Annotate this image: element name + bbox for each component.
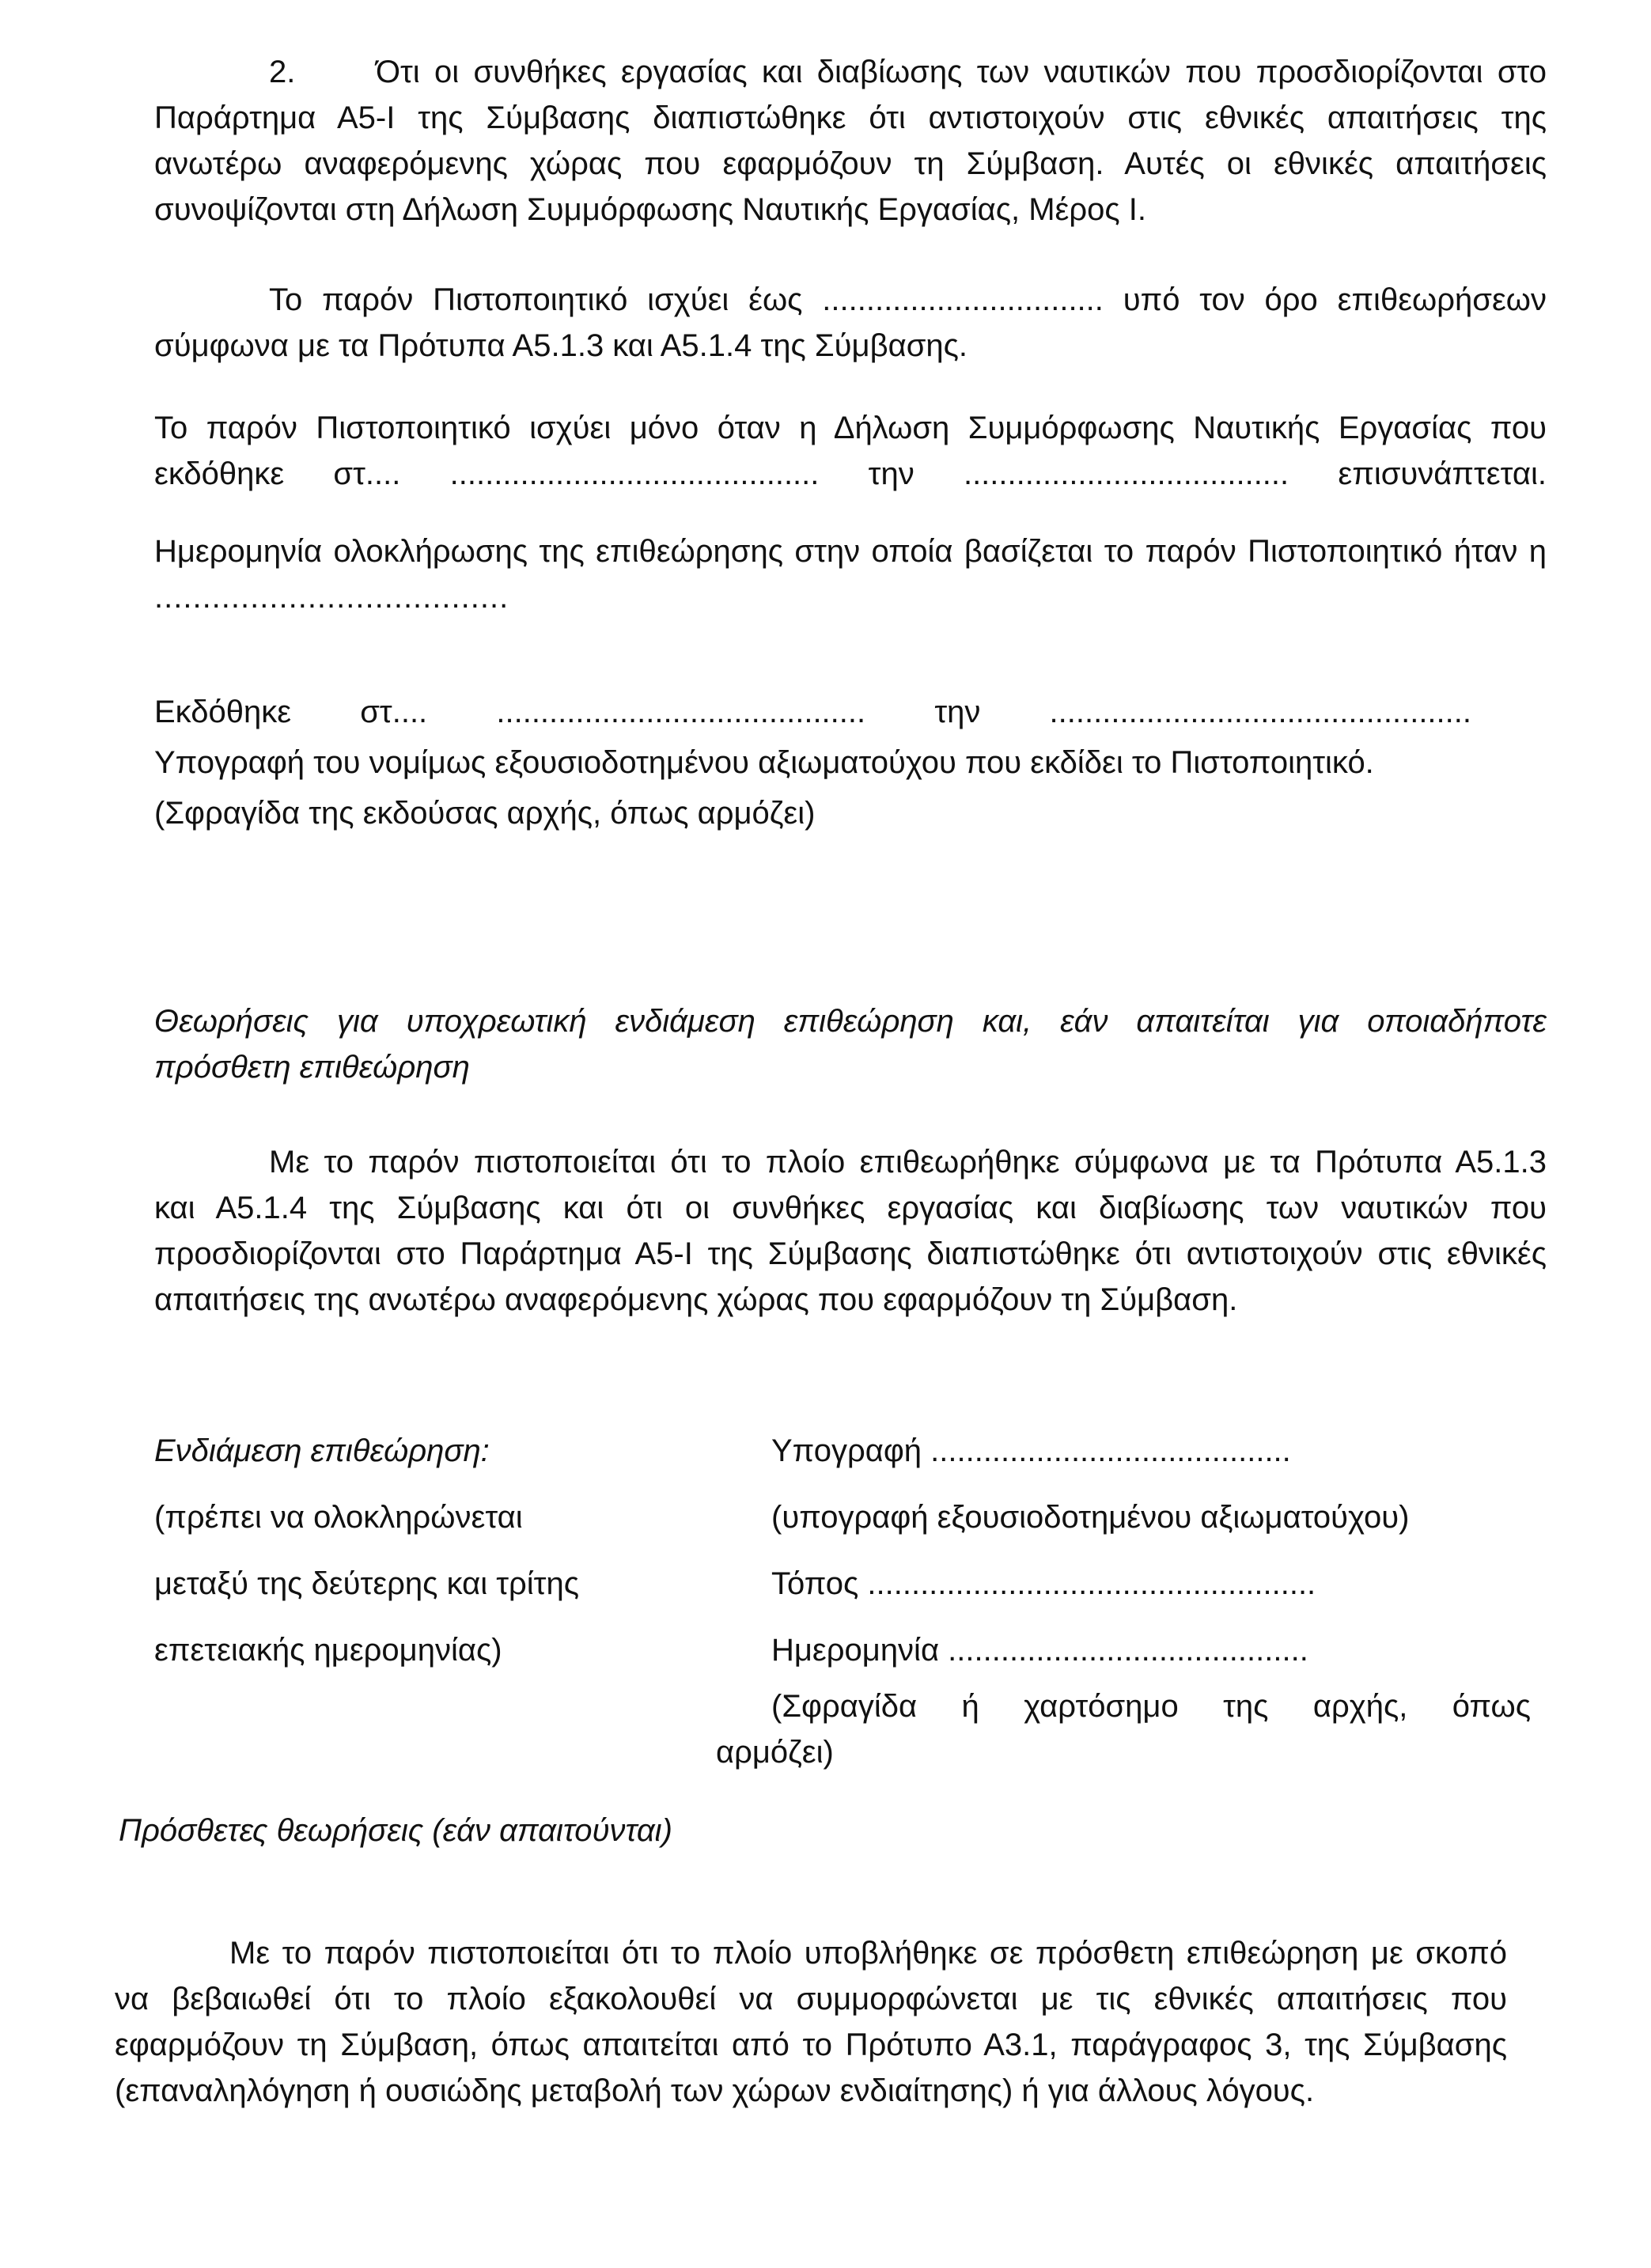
validity-paragraph [154,277,1547,369]
paragraph-line: ανωτέρω αναφερόμενης χώρας που εφαρμόζουν τη Σύμβαση. Αυτές οι εθνικές απαιτήσεις [154,146,1547,181]
additional-heading [119,1808,1226,1853]
intermediate-signature-block [716,1418,1531,1775]
intermediate-signature: Υπογραφή ......................................... [771,1433,1291,1468]
intermediate-date: Ημερομηνία ......................................... [771,1633,1308,1668]
intermediate-stamp-line-1: (Σφραγίδα ή χαρτόσημο της αρχής, όπως [771,1689,1531,1724]
intermediate-note-line: (πρέπει να ολοκληρώνεται [154,1500,523,1535]
completion-date-blank: ..................................... [154,580,509,615]
issued-place-date: Εκδόθηκε στ.... .......................................... την ................................................ [154,695,1471,729]
additional-paragraph [115,1930,1507,2114]
endorsement-heading-line-2: πρόσθετη επιθεώρηση [154,1050,470,1085]
paragraph-line: να βεβαιωθεί ότι το πλοίο εξακολουθεί να συμμορφώνεται με τις εθνικές απαιτήσεις που [115,1982,1507,2016]
intermediate-label: Ενδιάμεση επιθεώρηση: [154,1433,490,1468]
section-2-paragraph [154,49,1547,233]
validity-line-2: σύμφωνα με τα Πρότυπα Α5.1.3 και Α5.1.4 της Σύμβασης. [154,328,968,363]
intermediate-place: Τόπος ................................................... [771,1566,1316,1601]
issued-block [154,687,1547,839]
paragraph-line: απαιτήσεις της ανωτέρω αναφερόμενης χώρας που εφαρμόζουν τη Σύμβαση. [154,1282,1238,1317]
dmlc-line-2: εκδόθηκε στ.... .......................................... την ..................................... επισυνάπτεται. [154,456,1547,491]
paragraph-line: προσδιορίζονται στο Παράρτημα Α5-Ι της Σύμβασης διαπιστώθηκε ότι αντιστοιχούν στις εθνικές [154,1236,1547,1271]
paragraph-line: (επαναληλόγηση ή ουσιώδης μεταβολή των χώρων ενδιαίτησης) ή για άλλους λόγους. [115,2073,1315,2108]
completion-date-paragraph [154,528,1547,620]
issuer-seal-label: (Σφραγίδα της εκδούσας αρχής, όπως αρμόζει) [154,796,816,831]
endorsement-heading-line-1: Θεωρήσεις για υποχρεωτική ενδιάμεση επιθεώρηση και, εάν απαιτείται για οποιαδήποτε [154,1004,1547,1039]
paragraph-line: Με το παρόν πιστοποιείται ότι το πλοίο επιθεωρήθηκε σύμφωνα με τα Πρότυπα Α5.1.3 [269,1145,1547,1179]
paragraph-line: συνοψίζονται στη Δήλωση Συμμόρφωσης Ναυτικής Εργασίας, Μέρος Ι. [154,192,1146,227]
intermediate-inspection-label [154,1418,787,1683]
dmlc-line-1: Το παρόν Πιστοποιητικό ισχύει μόνο όταν η Δήλωση Συμμόρφωσης Ναυτικής Εργασίας που [154,411,1547,445]
paragraph-line: Παράρτημα Α5-Ι της Σύμβασης διαπιστώθηκε ότι αντιστοιχούν στις εθνικές απαιτήσεις της [154,100,1547,135]
issuer-signature-label: Υπογραφή του νομίμως εξουσιοδοτημένου αξιωματούχου που εκδίδει το Πιστοποιητικό. [154,745,1374,780]
endorsement-paragraph [154,1139,1547,1323]
paragraph-line: και Α5.1.4 της Σύμβασης και ότι οι συνθήκες εργασίας και διαβίωσης των ναυτικών που [154,1191,1547,1225]
paragraph-line: εφαρμόζουν τη Σύμβαση, όπως απαιτείται από το Πρότυπο Α3.1, παράγραφος 3, της Σύμβασης [115,2028,1507,2062]
validity-line-1: Το παρόν Πιστοποιητικό ισχύει έως ................................ υπό τον όρο επιθεωρήσεων [269,282,1547,317]
intermediate-note-line: επετειακής ημερομηνίας) [154,1633,502,1668]
paragraph-line: Ότι οι συνθήκες εργασίας και διαβίωσης των ναυτικών που προσδιορίζονται στο [376,55,1547,89]
intermediate-note-line: μεταξύ της δεύτερης και τρίτης [154,1566,579,1601]
endorsement-heading [154,998,1547,1090]
completion-line-1: Ημερομηνία ολοκλήρωσης της επιθεώρησης στην οποία βασίζεται το παρόν Πιστοποιητικό ήταν η [154,534,1547,569]
intermediate-stamp-line-2: αρμόζει) [716,1735,834,1770]
dmlc-validity-paragraph [154,405,1547,497]
section-number: 2. [269,55,296,89]
paragraph-line: Με το παρόν πιστοποιείται ότι το πλοίο υποβλήθηκε σε πρόσθετη επιθεώρηση με σκοπό [229,1936,1507,1971]
intermediate-signature-note: (υπογραφή εξουσιοδοτημένου αξιωματούχου) [771,1500,1410,1535]
additional-heading-text: Πρόσθετες θεωρήσεις (εάν απαιτούνται) [119,1813,672,1848]
